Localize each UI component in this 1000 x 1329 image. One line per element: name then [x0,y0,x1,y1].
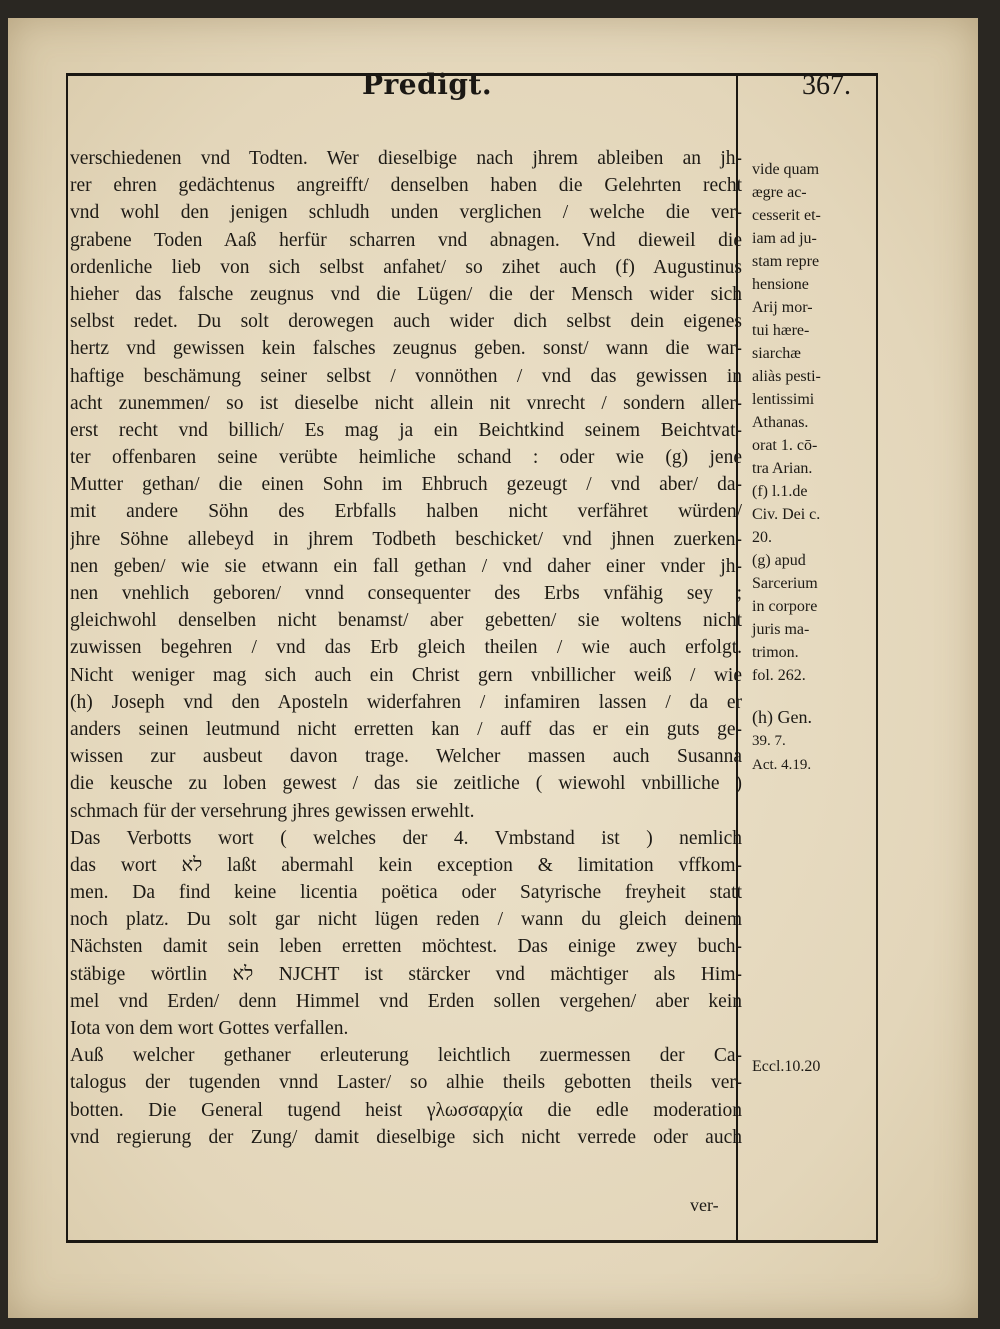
margin-line: iam ad ju- [752,230,817,247]
margin-line: siarchæ [752,345,801,362]
text-line: botten. Die General tugend heist γλωσσαρχία die edle moderation [70,1099,742,1121]
margin-line: Arij mor- [752,299,813,316]
text-line: ordenliche lieb von sich selbst anfahet/ so zihet auch (f) Augustinus [70,256,742,278]
text-line: vnd regierung der Zung/ damit dieselbige sich nicht verrede oder auch [70,1126,742,1148]
text-line: talogus der tugenden vnnd Laster/ so alhie theils gebotten theils ver- [70,1072,742,1094]
text-line: wissen zur ausbeut davon trage. Welcher massen auch Susanna [70,746,742,768]
text-line: Mutter gethan/ die einen Sohn im Ehbruch gezeugt / vnd aber/ da- [70,474,742,496]
text-line: grabene Toden Aaß herfür scharren vnd abnagen. Vnd dieweil die [70,229,742,251]
margin-note-references [752,158,862,687]
text-line: Nächsten damit sein leben erretten möchtest. Das einige zwey buch- [70,936,742,958]
margin-note-genesis [752,705,862,777]
text-line: haftige beschämung seiner selbst / vonnöthen / vnd das gewissen in [70,365,742,387]
text-line: noch platz. Du solt gar nicht lügen reden / wann du gleich deinem [70,909,742,931]
text-line: hieher das falsche zeugnus vnd die Lügen/ die der Mensch wider sich [70,283,742,305]
margin-line: hensione [752,276,809,293]
text-line: selbst redet. Du solt derowegen auch wider dich selbst dein eigenes [70,311,742,333]
margin-line: (f) l.1.de [752,483,808,500]
margin-line: cesserit et- [752,207,821,224]
page-number: 367. [802,70,851,101]
margin-line: fol. 262. [752,667,806,684]
frame-bottom-rule [66,1240,878,1243]
text-line: mel vnd Erden/ denn Himmel vnd Erden sollen vergehen/ aber kein [70,990,742,1012]
margin-line: aliàs pesti- [752,368,821,385]
text-line: Das Verbotts wort ( welches der 4. Vmbstand ist ) nemlich [70,827,742,849]
running-head: Predigt. [362,68,493,101]
text-line: erst recht vnd billich/ Es mag ja ein Beichtkind seinem Beichtvat- [70,419,742,441]
text-line: gleichwohl denselben nicht benamst/ aber gebetten/ sie woltens nicht [70,610,742,632]
margin-line: lentissimi [752,391,815,408]
text-line: men. Da find keine licentia poëtica oder Satyrische freyheit statt [70,882,742,904]
margin-line: (h) Gen. [752,707,812,727]
margin-line: Sarcerium [752,575,818,592]
text-line: Iota von dem wort Gottes verfallen. [70,1018,349,1039]
margin-line: orat 1. cō- [752,437,818,454]
margin-line: stam repre [752,253,820,270]
text-line: die keusche zu loben gewest / das sie zeitliche ( wiewohl vnbilliche ) [70,773,742,795]
margin-line: 20. [752,529,772,546]
margin-line: trimon. [752,644,799,661]
text-line: acht zunemmen/ so ist dieselbe nicht allein nit vnrecht / sondern aller- [70,392,742,414]
text-line: nen geben/ wie sie etwann ein fall gethan / vnd daher einer vnder jh- [70,555,742,577]
main-text [70,145,742,1151]
margin-line: tra Arian. [752,460,813,477]
text-line: Auß welcher gethaner erleuterung leichtlich zuermessen der Ca- [70,1045,742,1067]
text-line: stäbige wörtlin לא NJCHT ist stärcker vnd mächtiger als Him- [70,963,742,985]
text-line: jhre Söhne allebeyd in jhrem Todbeth beschicket/ vnd jhnen zuerken- [70,528,742,550]
text-line: nen vnehlich geboren/ vnnd consequenter des Erbs vnfähig sey ; [70,583,742,604]
text-line: zuwissen begehren / vnd das Erb gleich theilen / wie auch erfolgt. [70,637,742,659]
margin-line: ægre ac- [752,184,807,201]
text-line: vnd wohl den jenigen schludh unden verglichen / welche die ver- [70,202,742,224]
margin-line: Act. 4.19. [752,757,812,773]
text-line: verschiedenen vnd Todten. Wer dieselbige nach jhrem ableiben an jh- [70,148,742,169]
text-line: (h) Joseph vnd den Aposteln widerfahren / infamiren lassen / da er [70,691,742,713]
text-line: schmach für der versehrung jhres gewissen erwehlt. [70,800,475,822]
catchword: ver- [690,1195,719,1215]
margin-line: (g) apud [752,552,806,569]
margin-line: 39. 7. [752,733,786,749]
margin-line: juris ma- [752,621,810,638]
margin-line: vide quam [752,161,820,178]
text-line: Nicht weniger mag sich auch ein Christ gern vnbillicher weiß / wie [70,664,742,686]
text-line: das wort לא laßt abermahl kein exception & limitation vffkom- [70,854,742,876]
margin-line: Civ. Dei c. [752,506,821,523]
text-line: ter offenbaren seine verübte heimliche schand : oder wie (g) jene [70,447,742,469]
margin-line: Athanas. [752,414,809,431]
margin-line: tui hære- [752,322,810,339]
text-line: rer ehren gedächtenus angreifft/ denselben haben die Gelehrten recht [70,175,742,197]
margin-line: in corpore [752,598,818,615]
frame-right-rule [876,73,878,1241]
text-line: hertz vnd gewissen kein falsches zeugnus geben. sonst/ wann die war- [70,338,742,360]
text-line: mit andere Söhn des Erbfalls halben nicht verfähret würden/ [70,501,742,523]
text-line: anders seinen leutmund nicht erretten kan / auff das er ein guts ge- [70,718,742,740]
margin-note-ecclesiastes: Eccl.10.20 [752,1058,821,1075]
frame-left-rule [66,73,68,1241]
